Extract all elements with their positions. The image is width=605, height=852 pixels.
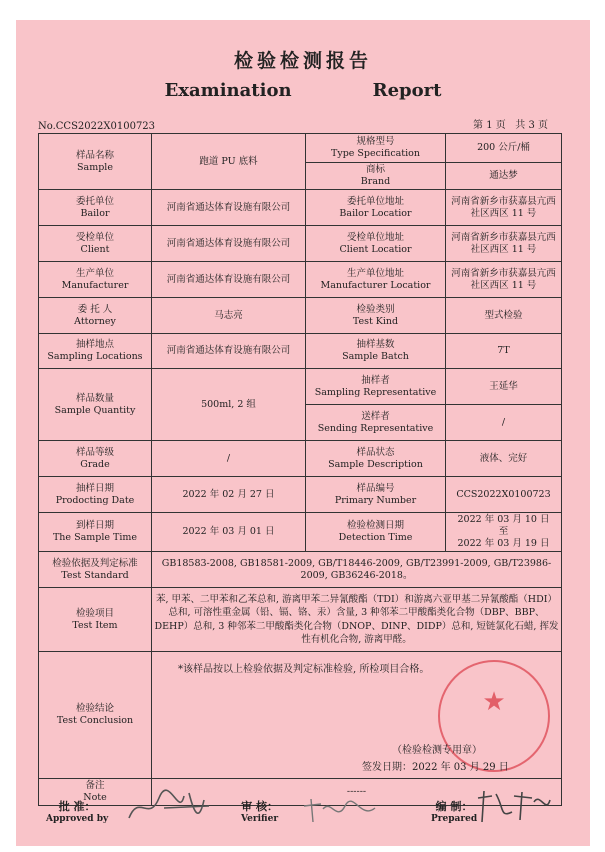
test-item-label: 检验项目 Test Item [39, 588, 152, 652]
sending-representative-value: / [446, 405, 562, 441]
client-location-value: 河南省新乡市获嘉县亢西社区西区 11 号 [446, 226, 562, 262]
verifier: 审 核： Verifier [241, 800, 279, 824]
manufacturer-location-value: 河南省新乡市获嘉县亢西社区西区 11 号 [446, 262, 562, 298]
manufacturer-value: 河南省通达体育设施有限公司 [152, 262, 306, 298]
grade-label: 样品等级 Grade [39, 441, 152, 477]
page-info: 第 1 页 共 3 页 [473, 120, 548, 131]
sample-value: 跑道 PU 底料 [152, 134, 306, 190]
sample-time-label: 到样日期 The Sample Time [39, 513, 152, 552]
verifier-signature [301, 794, 381, 826]
test-standard-value: GB18583-2008, GB18581-2009, GB/T18446-2009, GB/T23991-2009, GB/T23986-2009, GB36246-2018。 [152, 552, 562, 588]
sign-date: 签发日期：2022 年 03 月 29 日 [362, 762, 509, 773]
sample-batch-label: 抽样基数 Sample Batch [306, 334, 446, 369]
grade-value: / [152, 441, 306, 477]
bailor-value: 河南省通达体育设施有限公司 [152, 190, 306, 226]
brand-label: 商标 Brand [306, 163, 446, 190]
sampling-location-label: 抽样地点 Sampling Locations [39, 334, 152, 369]
test-item-value: 苯, 甲苯、二甲苯和乙苯总和, 游离甲苯二异氰酸酯（TDI）和游离六亚甲基二异氰酸酯（HDI）总和, 可溶性重金属（铅、镉、铬、汞）含量, 3 种邻苯二甲酸酯类化合物（DBP、BBP、DEHP）总和, 3 种邻苯二甲酸酯类化合物（DNOP、DINP、DIDP）总和, 短链氯化石蜡, 挥发性有机化合物, 游离甲醛。 [152, 588, 562, 652]
type-spec-value: 200 公斤/桶 [446, 134, 562, 163]
producing-date-value: 2022 年 02 月 27 日 [152, 477, 306, 513]
sample-description-value: 液体、完好 [446, 441, 562, 477]
bailor-location-label: 委托单位地址 Bailor Locatior [306, 190, 446, 226]
client-value: 河南省通达体育设施有限公司 [152, 226, 306, 262]
prepared-by: 编 制： Prepared [431, 800, 478, 824]
bailor-label: 委托单位 Bailor [39, 190, 152, 226]
client-location-label: 受检单位地址 Client Locatior [306, 226, 446, 262]
report-title-cn: 检验检测报告 [233, 50, 372, 72]
producing-date-label: 抽样日期 Prodocting Date [39, 477, 152, 513]
conclusion-statement: *该样品按以上检验依据及判定标准检验, 所检项目合格。 [178, 664, 430, 675]
manufacturer-label: 生产单位 Manufacturer [39, 262, 152, 298]
test-standard-label: 检验依据及判定标准 Test Standard [39, 552, 152, 588]
detection-time-label: 检验检测日期 Detection Time [306, 513, 446, 552]
client-label: 受检单位 Client [39, 226, 152, 262]
report-paper [16, 20, 590, 846]
conclusion-label: 检验结论 Test Conclusion [39, 652, 152, 779]
bailor-location-value: 河南省新乡市获嘉县亢西社区西区 11 号 [446, 190, 562, 226]
sampling-location-value: 河南省通达体育设施有限公司 [152, 334, 306, 369]
sample-batch-value: 7T [446, 334, 562, 369]
sample-quantity-label: 样品数量 Sample Quantity [39, 369, 152, 441]
report-title-en: Examination Report [164, 80, 442, 101]
seal-caption: （检验检测专用章） [392, 745, 482, 756]
signature-row [46, 788, 566, 838]
preparer-signature [474, 788, 554, 826]
sample-quantity-value: 500ml, 2 组 [152, 369, 306, 441]
sample-time-value: 2022 年 03 月 01 日 [152, 513, 306, 552]
approved-by: 批 准： Approved by [46, 800, 109, 824]
manufacturer-location-label: 生产单位地址 Manufacturer Locatior [306, 262, 446, 298]
seal-star-icon: ★ [482, 687, 506, 717]
test-kind-value: 型式检验 [446, 298, 562, 334]
test-kind-label: 检验类别 Test Kind [306, 298, 446, 334]
primary-number-value: CCS2022X0100723 [446, 477, 562, 513]
attorney-label: 委 托 人 Attorney [39, 298, 152, 334]
note-label: 备注 Note [39, 779, 152, 806]
approver-signature [124, 788, 214, 828]
sampling-representative-value: 王延华 [446, 369, 562, 405]
conclusion-cell [152, 652, 562, 779]
attorney-value: 马志亮 [152, 298, 306, 334]
type-spec-label: 规格型号 Type Specification [306, 134, 446, 163]
primary-number-label: 样品编号 Primary Number [306, 477, 446, 513]
report-number: No.CCS2022X0100723 [38, 121, 156, 132]
sampling-representative-label: 抽样者 Sampling Representative [306, 369, 446, 405]
detection-time-value: 2022 年 03 月 10 日 至 2022 年 03 月 19 日 [446, 513, 562, 552]
report-table [38, 133, 562, 806]
sample-description-label: 样品状态 Sample Description [306, 441, 446, 477]
note-value: ------ [152, 779, 562, 806]
brand-value: 通达梦 [446, 163, 562, 190]
sending-representative-label: 送样者 Sending Representative [306, 405, 446, 441]
sample-label: 样品名称 Sample [39, 134, 152, 190]
